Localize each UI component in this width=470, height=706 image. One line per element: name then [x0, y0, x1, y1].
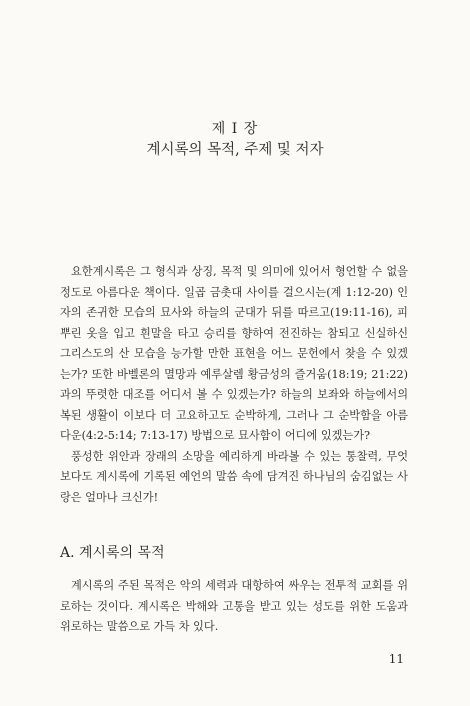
- intro-paragraph-1: 요한계시록은 그 형식과 상징, 목적 및 의미에 있어서 형언할 수 없을 정도로 아름다운 책이다. 일곱 금촛대 사이를 걸으시는(계 1:12-20) 인자의 존귀한 모습의 묘사와 하늘의 군대가 뒤를 따르고(19:11-16), 피 뿌린 옷을 입고 흰말을 타고 승리를 향하여 전진하는 참되고 신실하신 그리스도의 산 모습을 능가할 만한 표현을 어느 문헌에서 찾을 수 있겠는가? 또한 바벨론의 멸망과 예루살렘 황금성의 즐거움(18:19; 21:22)과의 뚜렷한 대조를 어디서 볼 수 있겠는가? 하늘의 보좌와 하늘에서의 복된 생활이 이보다 더 고요하고도 순박하게, 그러나 그 순박함을 아름다운(4:2-5:14; 7:13-17) 방법으로 묘사함이 어디에 있겠는가?: [60, 265, 408, 442]
- chapter-number: 제 I 장: [211, 121, 259, 137]
- intro-paragraph-2: 풍성한 위안과 장래의 소망을 예리하게 바라볼 수 있는 통찰력, 무엇보다도 계시록에 기록된 예언의 말씀 속에 담겨진 하나님의 숨김없는 사랑은 얼마나 크신가!: [60, 449, 408, 504]
- section-text: [60, 576, 408, 638]
- section-heading: A. 계시록의 목적: [60, 545, 165, 561]
- section-paragraph-1: 계시록의 주된 목적은 악의 세력과 대항하여 싸우는 전투적 교회를 위로하는 것이다. 계시록은 박해와 고통을 받고 있는 성도를 위한 도움과 위로하는 말씀으로 가득 차 있다.: [60, 579, 408, 633]
- chapter-title: 계시록의 목적, 주제 및 저자: [146, 142, 324, 158]
- intro-text: [60, 262, 408, 508]
- page-number: 11: [388, 652, 404, 666]
